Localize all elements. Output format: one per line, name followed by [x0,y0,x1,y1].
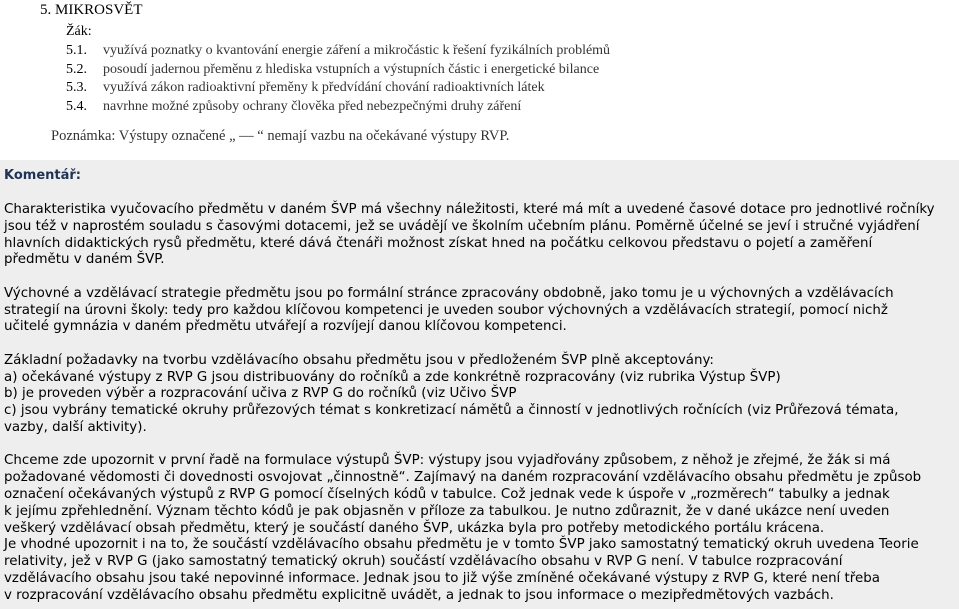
comment-line: Výchovné a vzdělávací strategie předmětu jsou po formální stránce zpracovány obdobně, jako tomu je u výchovných a vzdělávacích [4,285,894,301]
comment-line: Chceme zde upozornit v první řadě na formulace výstupů ŠVP: výstupy jsou vyjadřovány způsobem, z něhož je zřejmé, že žák si má [4,453,891,469]
outcome-text: využívá zákon radioaktivní přeměny k předvídání chování radioaktivních látek [103,80,545,96]
comment-line: a) očekávané výstupy z RVP G jsou distribuovány do ročníků a zde konkrétně rozpracovány (viz rubrika Výstup ŠVP) [4,369,781,385]
outcomes-section [0,0,959,160]
comment-line: strategií na úrovni školy: tedy pro každou klíčovou kompetenci je uveden soubor výchovných a vzdělávacích strategií, pomocí nichž [4,302,888,318]
comment-line: k jejímu zpřehlednění. Význam těchto kódů je pak objasněn v příloze za tabulkou. Je nutno zdůraznit, že v dané ukázce není uveden [4,503,890,519]
outcome-code: 5.2. [66,61,87,77]
comment-line: veškerý vzdělávací obsah předmětu, který je součástí daného ŠVP, ukázka byla pro potřeby metodického portálu krácena. [4,520,825,536]
comment-line: jsou též v naprostém souladu s časovými dotacemi, jež se uvádějí ve školním učebním plánu. Poměrně účelné se jeví i stručné vyjádření [4,218,920,234]
outcome-text: navrhne možné způsoby ochrany člověka před nebezpečnými druhy záření [103,98,522,114]
note-text: Poznámka: Výstupy označené „ — “ nemají vazbu na očekávané výstupy RVP. [51,128,510,144]
comment-line: v rozpracování vzdělávacího obsahu předmětu explicitně uvádět, a jednak to jsou informace o mezipředmětových vazbách. [4,587,834,603]
outcome-text: posoudí jadernou přeměnu z hlediska vstupních a výstupních částic i energetické bilance [103,61,600,77]
outcome-text: využívá poznatky o kvantování energie záření a mikročástic k řešení fyzikálních problémů [103,43,611,58]
comment-line: Je vhodné upozornit i na to, že součástí vzdělávacího obsahu předmětu je v tomto ŠVP jako samostatný tematický okruh uvedena Teorie [4,537,919,553]
comment-box [0,160,959,609]
comment-line: c) jsou vybrány tematické okruhy průřezových témat s konkretizací námětů a činností v jednotlivých ročnících (viz Průřezová témata, [4,403,899,419]
comment-line: vzdělávacího obsahu jsou také nepovinné informace. Jednak jsou to již výše zmíněné očekávané výstupy z RVP G, které není třeba [4,570,880,586]
comment-line: Základní požadavky na tvorbu vzdělávacího obsahu předmětu jsou v předloženém ŠVP plně akceptovány: [4,352,714,368]
outcome-item [66,79,610,98]
comment-paragraph [4,453,956,604]
comment-line: předmětu v daném ŠVP. [4,252,165,268]
comment-line: učitelé gymnázia v daném předmětu utvářejí a rozvíjejí danou klíčovou kompetenci. [4,319,567,335]
outcomes-list [66,42,610,116]
comment-paragraph [4,202,956,269]
comment-line: hlavních didaktických rysů předmětu, které dává čtenáři možnost získat hned na počátku celkovou představu o pojetí a zaměření [4,235,873,251]
subject-label: Žák: [66,24,92,39]
outcome-item [66,61,610,80]
section-heading: 5. MIKROSVĚT [40,2,143,18]
comment-line: požadované vědomosti či dovednosti osvojovat „činnostně“. Zajímavý na daném rozpracování vzdělávacího obsahu předmětu je způsob [4,470,922,486]
outcome-code: 5.3. [66,80,87,96]
outcome-code: 5.4. [66,98,87,114]
outcome-code: 5.1. [66,43,87,58]
comment-paragraph [4,353,956,437]
comment-body [4,202,956,605]
outcome-item [66,42,610,61]
comment-line: vazby, další aktivity). [4,419,147,435]
outcome-item [66,98,610,117]
comment-line: označení očekávaných výstupů z RVP G pomocí číselných kódů v tabulce. Což jednak vede k úspoře v „rozměrech“ tabulky a jednak [4,486,890,502]
comment-line: Charakteristika vyučovacího předmětu v daném ŠVP má všechny náležitosti, které má mít a uvedené časové dotace pro jednotlivé ročníky [4,202,935,217]
comment-line: relativity, jež v RVP G (jako samostatný tematický okruh) součástí vzdělávacího obsahu v RVP G není. V tabulce rozpracování [4,554,843,570]
comment-paragraph [4,286,956,336]
comment-line: b) je proveden výběr a rozpracování učiva z RVP G do ročníků (viz Učivo ŠVP [4,386,517,402]
comment-label: Komentář: [4,168,81,183]
